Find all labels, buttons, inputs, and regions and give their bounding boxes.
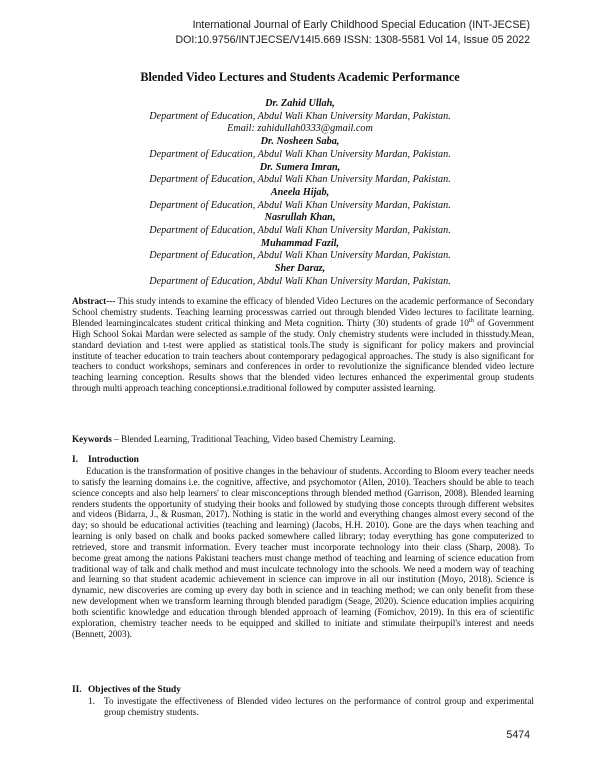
keywords-text: – Blended Learning, Traditional Teaching, Video based Chemistry Learning. — [111, 434, 396, 444]
page-number: 5474 — [506, 729, 530, 741]
journal-doi-issn: DOI:10.9756/INTJECSE/V14I5.669 ISSN: 1308-5581 Vol 14, Issue 05 2022 — [175, 34, 530, 46]
author-affiliation: Department of Education, Abdul Wali Khan University Mardan, Pakistan. — [149, 110, 451, 122]
author-name: Aneela Hijab, — [270, 186, 330, 198]
abstract — [72, 296, 534, 394]
section-title: Objectives of the Study — [88, 685, 181, 695]
objective-list-item — [88, 696, 534, 718]
abstract-superscript: th — [468, 316, 474, 324]
author-affiliation: Department of Education, Abdul Wali Khan University Mardan, Pakistan. — [149, 174, 451, 186]
list-item-number: 1. — [88, 696, 95, 706]
author-affiliation: Department of Education, Abdul Wali Khan University Mardan, Pakistan. — [149, 225, 451, 237]
author-affiliation: Department of Education, Abdul Wali Khan University Mardan, Pakistan. — [149, 275, 451, 287]
author-name: Nasrullah Khan, — [264, 212, 336, 224]
section-number: I. — [72, 455, 78, 465]
author-name: Dr. Nosheen Saba, — [260, 136, 340, 148]
author-name: Muhammad Fazil, — [260, 237, 340, 249]
journal-header — [175, 18, 530, 48]
section-number: II. — [72, 685, 82, 695]
author-affiliation: Department of Education, Abdul Wali Khan University Mardan, Pakistan. — [149, 250, 451, 262]
author-block — [0, 98, 600, 289]
list-item-text: To investigate the effectiveness of Blended video lectures on the performance of control group and experimental group chemistry students. — [104, 696, 534, 717]
keywords-label: Keywords — [72, 434, 112, 444]
author-name: Sher Daraz, — [274, 263, 326, 275]
author-affiliation: Department of Education, Abdul Wali Khan University Mardan, Pakistan. — [149, 148, 451, 160]
section-title: Introduction — [88, 455, 139, 465]
author-email: Email: zahidullah0333@gmail.com — [227, 123, 373, 135]
introduction-paragraph: Education is the transformation of positive changes in the behaviour of students. According to Bloom every teacher needs to satisfy the learning domains i.e. the cognitive, affective, and psychomotor (Allen, 2010). Teachers should be able to teach science concepts and also help learners' to clear misconceptions through blended method (Garrison, 2008). Blended learning renders students the opportunity of studying their books and followed by studying those concepts through different websites and videos (Bidarra, J., & Rusman, 2017). Nothing is static in the world and everything changes almost every second of the day; so should be educational activities (teaching and learning) (Jacobs, H.H. 2010). Gone are the days when teaching and learning is only based on chalk and books packed somewhere called library; today everything has gone computerized to retrieved, store and transmit information. Every teacher must incorporate technology into their class (Sharp, 2008). To become great among the nations Pakistani teachers must change method of teaching and learning of science education from traditional way of talk and chalk method and must inculcate technology into the schools. We need a modern way of teaching and learning so that student academic achievement in science can improve in all our institution (Moyo, 2018). Science is dynamic, new discoveries are coming up every day both in science and in teaching method; we can only benefit from these new development when we transform learning through blended paradigm (Seage, 2020). Science education implies acquiring both scientific knowledge and education through blended approach of learning (Fomichov, 2019). In this era of scientific exploration, chemistry teacher needs to be equipped and skilled to initiate and stimulate theirpupil's interest and needs (Bennett, 2003). — [72, 466, 534, 639]
abstract-text-continued: of Government High School Sokai Mardan were selected as sample of the study. Only chemistry students were included in thisstudy.Mean, standard deviation and t-test were applied as statistical tools.The study is significant for policy makers and provincial institute of teacher education to train teachers about contemporary pedagogical approaches. The study is also significant for teachers to conduct workshops, seminars and conferences in order to revolutionize the significance blended video lecture teaching learning conception. Results shows that the blended video lectures enhanced the experimental group students through multi approach teaching conceptionsi.e.traditional followed by computer assisted learning. — [72, 317, 535, 394]
section-heading-objectives — [72, 685, 181, 695]
author-name: Dr. Sumera Imran, — [259, 161, 341, 173]
abstract-text: This study intends to examine the efficacy of blended Video Lectures on the academic performance of Secondary School chemistry students. Teaching learning processwas carried out through blended Video lectures to facilitate learning. Blended learningincalcates student critical thinking and Meta cognition. Thirty (30) students of grade 10 — [72, 296, 534, 328]
keywords — [72, 434, 534, 445]
author-affiliation: Department of Education, Abdul Wali Khan University Mardan, Pakistan. — [149, 199, 451, 211]
journal-name: International Journal of Early Childhood Special Education (INT-JECSE) — [192, 19, 530, 31]
paper-title: Blended Video Lectures and Students Academic Performance — [140, 70, 460, 84]
author-name: Dr. Zahid Ullah, — [265, 98, 335, 109]
section-heading-introduction — [72, 455, 139, 465]
abstract-label: Abstract--- — [72, 296, 116, 306]
